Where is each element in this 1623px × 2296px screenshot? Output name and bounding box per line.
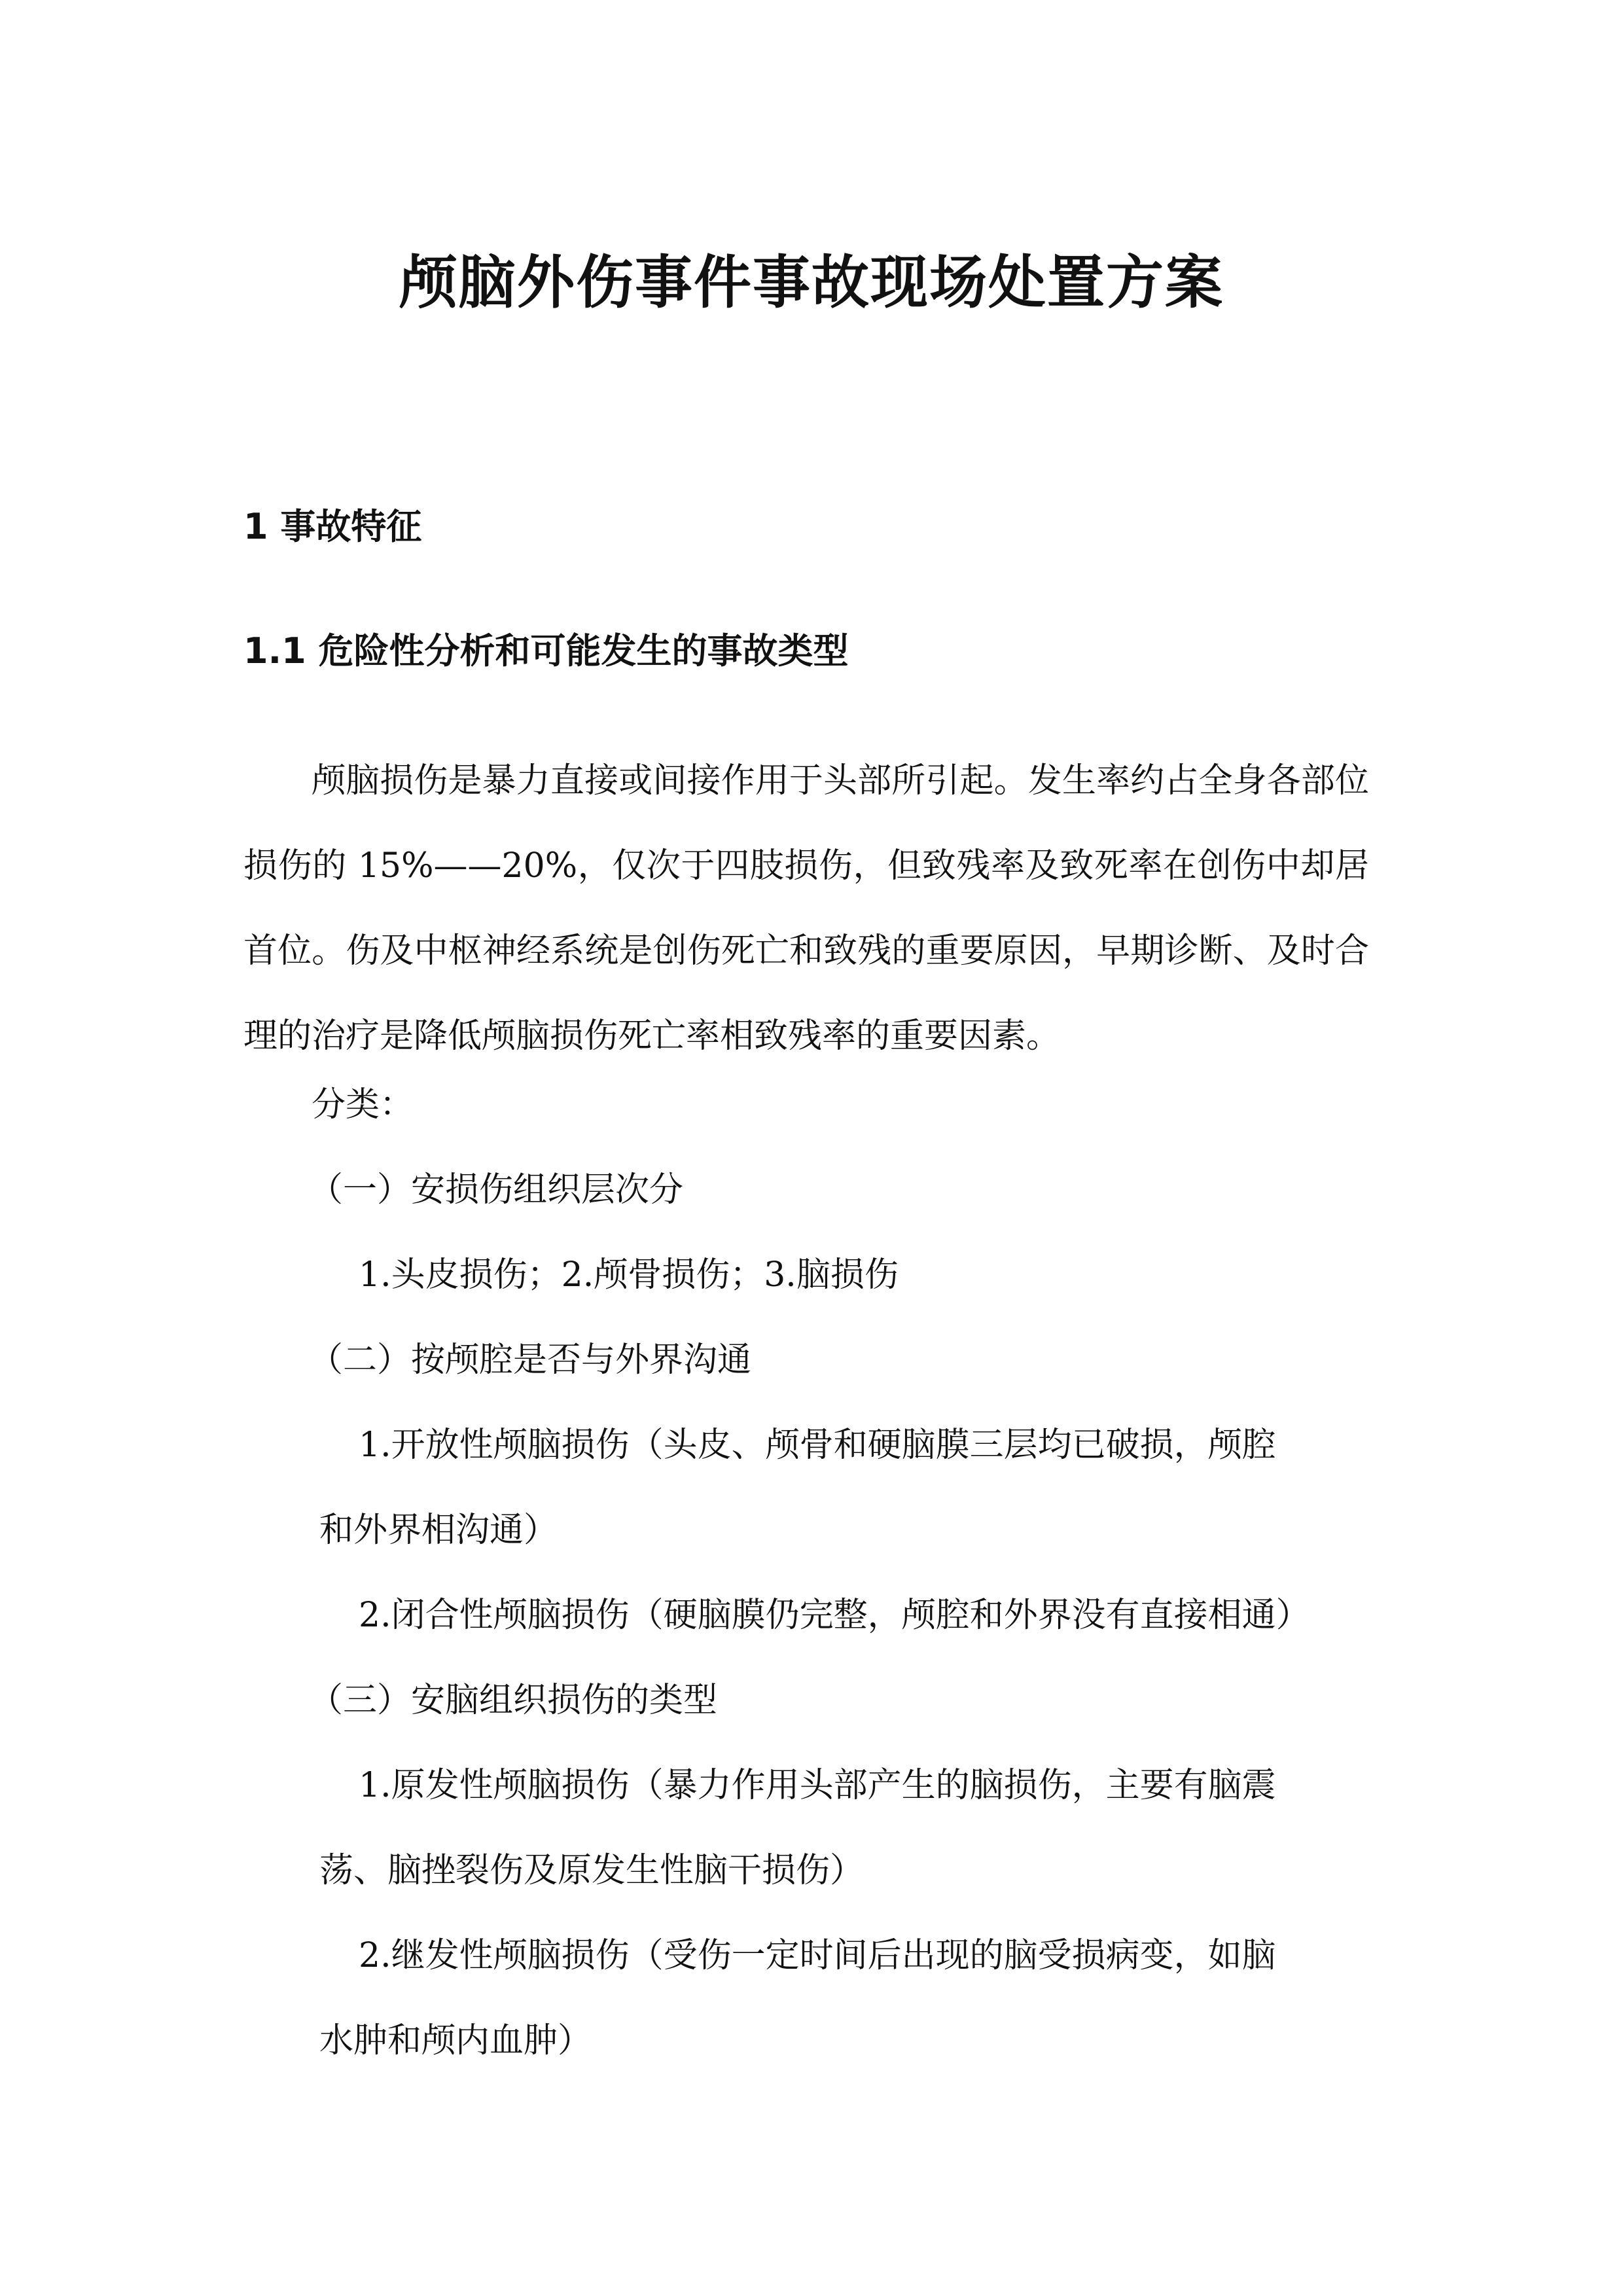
group-3-item-1: 1.原发性颅脑损伤（暴力作用头部产生的脑损伤，主要有脑震 <box>359 1766 1276 1805</box>
group-2-item-2: 2.闭合性颅脑损伤（硬脑膜仍完整，颅腔和外界没有直接相通） <box>359 1596 1310 1635</box>
group-3-item-2: 2.继发性颅脑损伤（受伤一定时间后出现的脑受损病变，如脑 <box>359 1936 1276 1975</box>
document-title: 颅脑外伤事件事故现场处置方案 <box>399 249 1224 316</box>
group-1-item: 1.头皮损伤；2.颅骨损伤；3.脑损伤 <box>359 1255 899 1295</box>
group-1-heading: （一）安损伤组织层次分 <box>309 1170 684 1210</box>
section-heading-1: 1 事故特征 <box>243 506 422 547</box>
subsection-heading-1-1: 1.1 危险性分析和可能发生的事故类型 <box>243 630 849 672</box>
group-3-item-2-continued: 水肿和颅内血肿） <box>319 2021 592 2060</box>
intro-paragraph: 颅脑损伤是暴力直接或间接作用于头部所引起。发生率约占全身各部位损伤的 15%——20%，仅次于四肢损伤，但致残率及致死率在创伤中却居首位。伤及中枢神经系统是创伤死亡和致残的重要原因，早期诊断、及时合理的治疗是降低颅脑损伤死亡率相致残率的重要因素。 <box>243 761 1369 1056</box>
group-3-item-1-continued: 荡、脑挫裂伤及原发生性脑干损伤） <box>319 1851 865 1890</box>
group-2-item-1: 1.开放性颅脑损伤（头皮、颅骨和硬脑膜三层均已破损，颅腔 <box>359 1426 1276 1465</box>
group-3-heading: （三）安脑组织损伤的类型 <box>309 1681 718 1720</box>
classification-label: 分类： <box>312 1085 414 1124</box>
group-2-item-1-continued: 和外界相沟通） <box>319 1511 558 1550</box>
group-2-heading: （二）按颅腔是否与外界沟通 <box>309 1340 752 1380</box>
